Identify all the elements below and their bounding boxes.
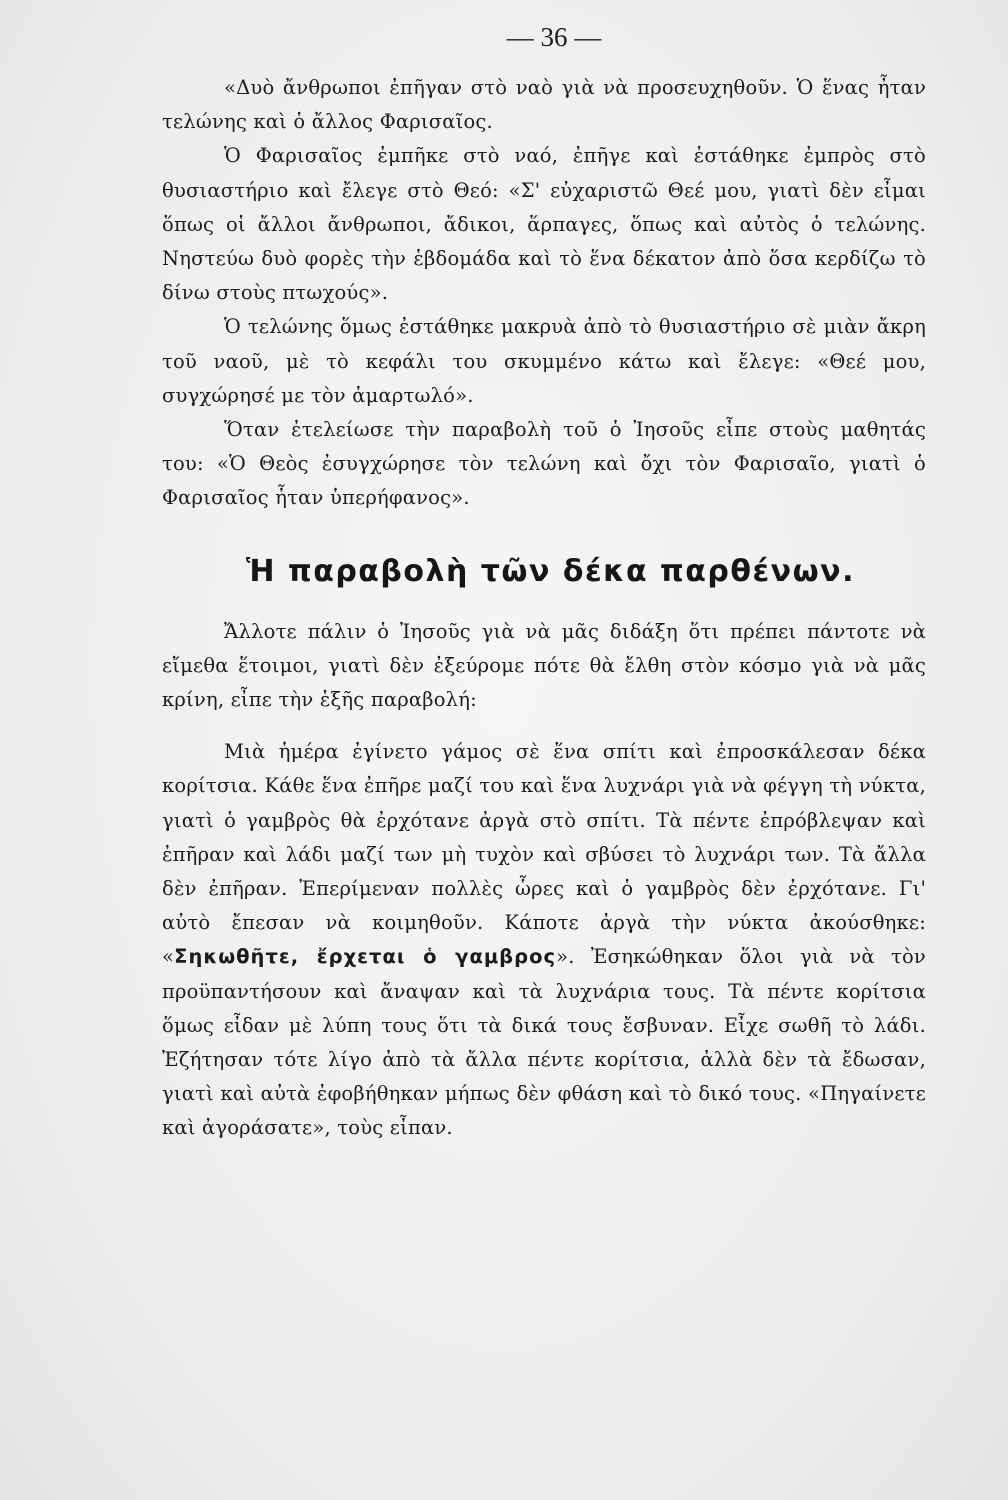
text-column	[162, 22, 926, 1146]
paragraph-gap	[162, 717, 926, 735]
section-heading: Ἡ παραβολὴ τῶν δέκα παρθένων.	[246, 553, 856, 589]
paragraph: Ὅταν ἐτελείωσε τὴν παραβολὴ τοῦ ὁ Ἰησοῦς εἶπε στοὺς μαθητάς του: «Ὁ Θεὸς ἐσυγχώρησε τὸν τελώνη καὶ ὄχι τὸν Φαρισαῖο, γιατὶ ὁ Φαρισαῖος ἦταν ὑπερήφανος».	[162, 418, 926, 510]
story-emphasis: Σηκωθῆτε, ἔρχεται ὁ γαμβρος	[174, 945, 557, 969]
paragraph: «Δυὸ ἄνθρωποι ἐπῆγαν στὸ ναὸ γιὰ νὰ προσευχηθοῦν. Ὁ ἕνας ἦταν τελώνης καὶ ὁ ἄλλος Φαρισαῖος.	[162, 76, 926, 134]
paragraph: Ὁ Φαρισαῖος ἐμπῆκε στὸ ναό, ἐπῆγε καὶ ἐστάθηκε ἐμπρὸς στὸ θυσιαστήριο καὶ ἔλεγε στὸ Θεό: «Σ' εὐχαριστῶ Θεέ μου, γιατὶ δὲν εἶμαι ὅπως οἱ ἄλλοι ἄνθρωποι, ἄδικοι, ἅρπαγες, ὅπως καὶ αὐτὸς ὁ τελώνης. Νηστεύω δυὸ φορὲς τὴν ἑβδομάδα καὶ τὸ ἕνα δέκατον ἀπὸ ὅσα κερδίζω τὸ δίνω στοὺς πτωχούς».	[162, 144, 926, 305]
intro-paragraph: Ἄλλοτε πάλιν ὁ Ἰησοῦς γιὰ νὰ μᾶς διδάξη ὅτι πρέπει πάντοτε νὰ εἴμεθα ἕτοιμοι, γιατὶ δὲν ἐξεύρομε πότε θὰ ἔλθη στὸν κόσμο γιὰ νὰ μᾶς κρίνη, εἶπε τὴν ἑξῆς παραβολή:	[162, 619, 926, 712]
story-text-start: Μιὰ ἡμέρα ἐγίνετο γάμος σὲ ἕνα σπίτι καὶ ἐπροσκάλεσαν δέκα κορίτσια. Κάθε ἕνα ἐπῆρε μαζί του καὶ ἕνα λυχνάρι γιὰ νὰ φέγγη τὴ νύκτα, γιατὶ ὁ γαμβρὸς θὰ ἐρχότανε ἀργὰ στὸ σπίτι. Τὰ πέντε ἐπρόβλεψαν καὶ ἐπῆραν καὶ λάδι μαζί των μὴ τυχὸν καὶ σβύσει τὸ λυχνάρι των. Τὰ ἄλλα δὲν ἐπῆραν. Ἐπερίμεναν πολλὲς ὧρες καὶ ὁ γαμβρὸς δὲν ἐρχότανε. Γι' αὐτὸ ἔπεσαν νὰ κοιμηθοῦν. Κάποτε ἀργὰ τὴν νύκτα ἀκούσθηκε: «	[162, 740, 926, 969]
story-text-end: ». Ἐσηκώθηκαν ὅλοι γιὰ νὰ τὸν προϋπαντήσουν καὶ ἄναψαν καὶ τὰ λυχνάρια τους. Τὰ πέντε κορίτσια ὅμως εἶδαν μὲ λύπη τους ὅτι τὰ δικά τους ἔσβυναν. Εἶχε σωθῆ τὸ λάδι. Ἐζήτησαν τότε λίγο ἀπὸ τὰ ἄλλα πέντε κορίτσια, ἀλλὰ δὲν τὰ ἔδωσαν, γιατὶ καὶ αὐτὰ ἐφοβήθηκαν μήπως δὲν φθάση καὶ τὸ δικό τους. «Πηγαίνετε καὶ ἀγοράσατε», τοὺς εἶπαν.	[162, 945, 926, 1140]
paragraph: Ὁ τελώνης ὅμως ἐστάθηκε μακρυὰ ἀπὸ τὸ θυσιαστήριο σὲ μιὰν ἄκρη τοῦ ναοῦ, μὲ τὸ κεφάλι του σκυμμένο κάτω καὶ ἔλεγε: «Θεέ μου, συγχώρησέ με τὸν ἁμαρτωλό».	[162, 315, 926, 407]
page-number: — 36 —	[506, 22, 602, 52]
story-paragraph	[162, 735, 926, 1145]
